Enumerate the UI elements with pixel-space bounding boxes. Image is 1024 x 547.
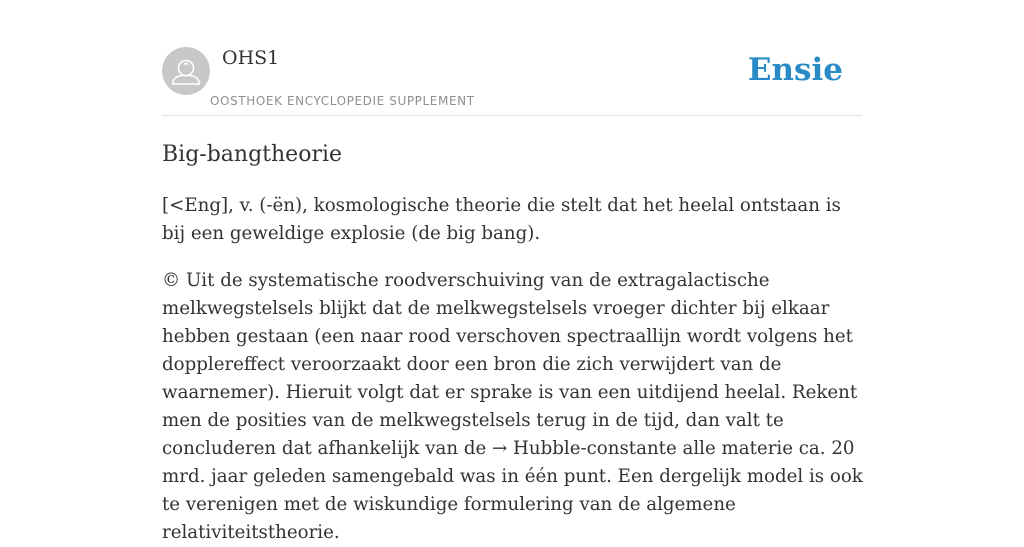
article-title: Big-bangtheorie bbox=[162, 142, 343, 167]
article-paragraph-definition: [<Eng], v. (-ën), kosmologische theorie die stelt dat het heelal ontstaan is bij een geweldige explosie (de big bang). bbox=[162, 195, 841, 244]
source-name[interactable]: OOSTHOEK ENCYCLOPEDIE SUPPLEMENT bbox=[210, 94, 475, 108]
avatar-user-icon[interactable] bbox=[162, 47, 210, 95]
ensie-logo[interactable]: Ensie bbox=[747, 52, 843, 88]
article-paragraph-explanation: © Uit de systematische roodverschuiving van de extragalactische melkwegstelsels blijkt dat de melkwegstelsels vroeger dichter bij elkaar hebben gestaan (een naar rood verschoven spectraallijn wordt volgens het dopplereffect veroorzaakt door een bron die zich verwijdert van de waarnemer). Hieruit volgt dat er sprake is van een uitdijend heelal. Rekent men de posities van de melkwegstelsels terug in de tijd, dan valt te concluderen dat afhankelijk van de → Hubble-constante alle materie ca. 20 mrd. jaar geleden samengebald was in één punt. Een dergelijk model is ook te verenigen met de wiskundige formulering van de algemene relativiteitstheorie. bbox=[162, 270, 863, 543]
author-name[interactable]: OHS1 bbox=[222, 47, 280, 69]
header-divider bbox=[162, 115, 862, 116]
